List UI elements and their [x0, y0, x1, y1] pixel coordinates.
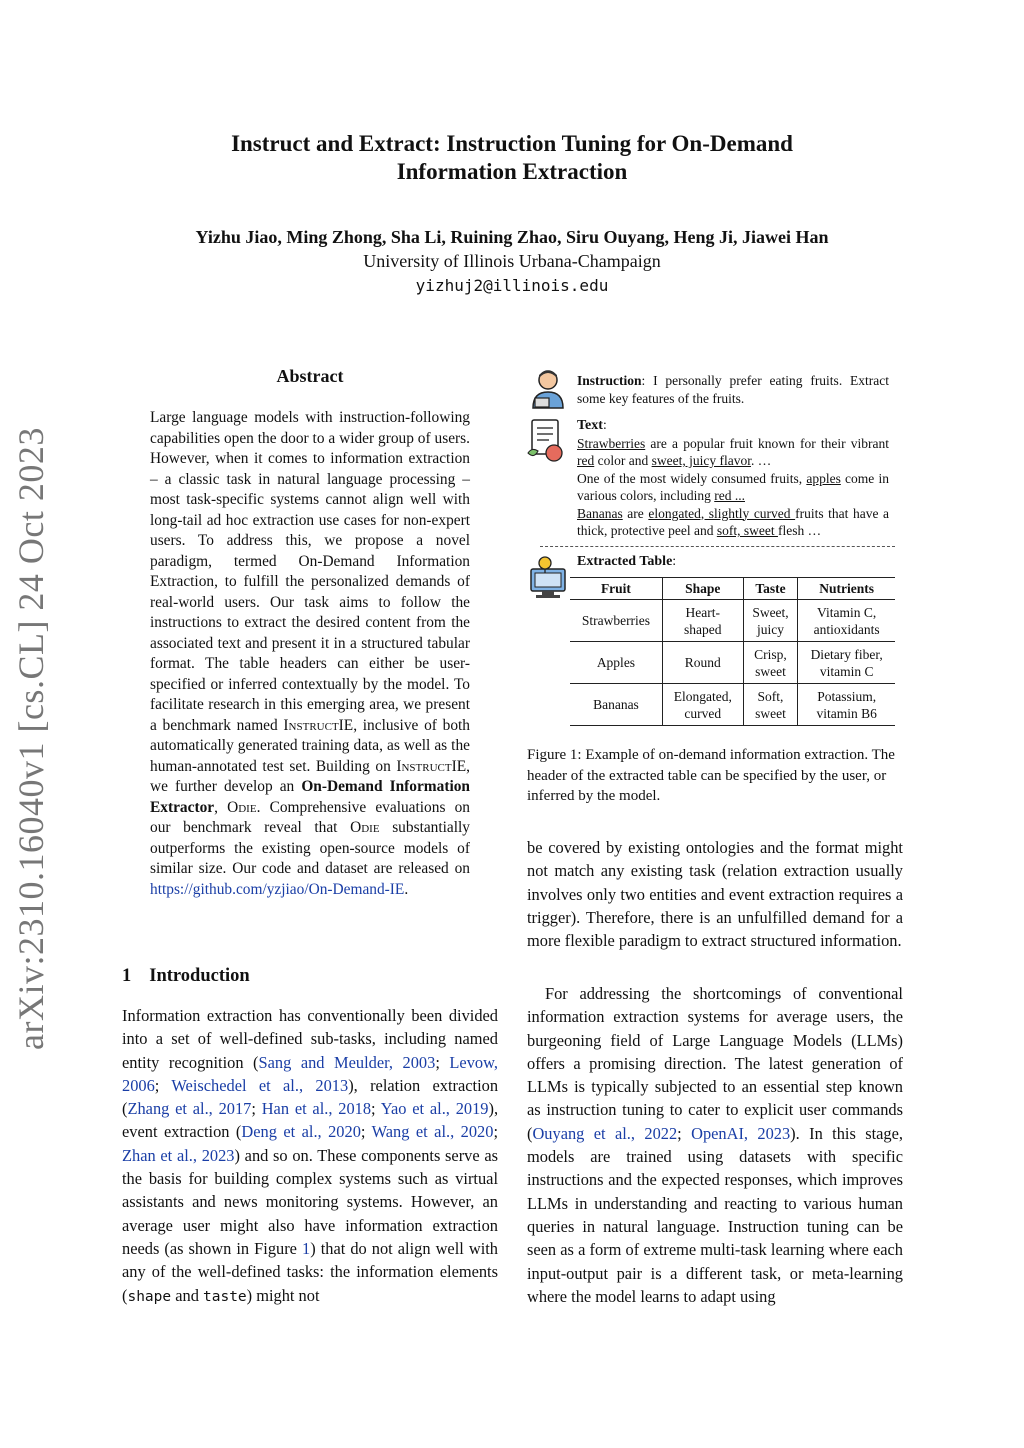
- title-line-1: Instruct and Extract: Instruction Tuning for On-Demand: [231, 131, 793, 156]
- table-cell: Potassium, vitamin B6: [798, 684, 895, 726]
- table-cell: Vitamin C, antioxidants: [798, 600, 895, 642]
- table-cell: Bananas: [570, 684, 662, 726]
- table-cell: Strawberries: [570, 600, 662, 642]
- model-name: Odie: [227, 798, 257, 816]
- table-cell: Apples: [570, 642, 662, 684]
- text-span: sweet, juicy flavor: [651, 453, 751, 468]
- text-span: are: [622, 505, 649, 521]
- affiliation: University of Illinois Urbana-Champaign: [363, 251, 661, 271]
- code-term: shape: [127, 1288, 172, 1305]
- citation-link[interactable]: Han et al., 2018: [261, 1099, 372, 1119]
- intro-paragraph-left: Information extraction has conventionally been divided into a set of well-defined sub-tasks, including named entity recognition (Sang and Meulder, 2003; Levow, 2006; Weischedel et al., 2013), relation extraction (Zhang et al., 2017; Han et al., 2018; Yao et al., 2019), event extraction (Deng et al., 2020; Wang et al., 2020; Zhan et al., 2023) and so on. These components serve as the basis for building complex systems such as virtual assistants and news monitoring systems. However, an average user might also have information extraction needs (as shown in Figure 1) that do not align well with any of the well-defined tasks: the information elements (shape and taste) might not: [122, 1006, 499, 1305]
- text-span: One of the most widely consumed fruits,: [577, 470, 807, 486]
- table-cell: Round: [662, 642, 743, 684]
- table-cell: Crisp, sweet: [743, 642, 798, 684]
- abstract-text-5: substantially outperforms the existing open-source models of similar size. Our code and dataset are released on: [150, 819, 471, 877]
- abstract-text-6: .: [404, 880, 409, 898]
- figure-divider: [540, 546, 895, 547]
- text-span: red ...: [714, 488, 745, 503]
- table-cell: Elongated, curved: [662, 684, 743, 726]
- table-cell: Heart- shaped: [662, 600, 743, 642]
- contact-email[interactable]: yizhuj2@illinois.edu: [415, 276, 609, 295]
- section-heading: [122, 966, 250, 987]
- text-span: . …: [750, 453, 772, 468]
- paper-title: [0, 130, 1024, 186]
- table-cell: Soft, sweet: [743, 684, 798, 726]
- text-span: elongated, slightly curved: [648, 505, 796, 521]
- citation-link[interactable]: Ouyang et al., 2022: [532, 1123, 678, 1143]
- intro-text: ). In this stage, models are trained using datasets with specific instructions and the expected responses, which improves LLMs in understanding and reacting to various human queries in natural language. Instruction tuning can be seen as a form of extreme multi-task learning where each input-output pair is a different task, or meta-learning where the model learns to adapt using: [527, 1123, 903, 1306]
- title-line-2: Information Extraction: [396, 159, 628, 184]
- intro-text: For addressing the shortcomings of conventional information extraction systems for average users, the burgeoning field of Large Language Models (LLMs) offers a promising direction. The latest generation of LLMs is typically subjected to an essential step known as instruction tuning to cater to explicit user commands (: [527, 984, 903, 1143]
- author-list: Yizhu Jiao, Ming Zhong, Sha Li, Ruining Zhao, Siru Ouyang, Heng Ji, Jiawei Han: [195, 227, 829, 247]
- abstract-text-1: Large language models with instruction-following capabilities open the door to a wider group of users. However, when it comes to information extraction – a classic task in natural language processing – most task-specific systems cannot align well with long-tail ad hoc extraction use cases for non-expert users. To address this, we propose a novel paradigm, termed On-Demand Information Extraction, to fulfill the personalized demands of real-world users. Our task aims to follow the instructions to extract the desired content from the associated text and present it in a structured tabular format. The table headers can either be user-specified or inferred contextually by the model. To facilitate research in this emerging area, we present a benchmark named: [150, 409, 470, 734]
- robot-computer-icon: [528, 555, 568, 599]
- figure-ref-link[interactable]: 1: [302, 1238, 311, 1258]
- table-cell: Dietary fiber, vitamin C: [798, 642, 895, 684]
- text-span: red: [577, 453, 595, 468]
- user-icon: [527, 368, 569, 410]
- code-term: taste: [203, 1288, 247, 1305]
- model-full-name: On-Demand Information Extractor: [150, 778, 470, 816]
- abstract-text-3: , we further develop an: [150, 757, 470, 795]
- abstract-body: Large language models with instruction-following capabilities open the door to a wider group of users. However, when it comes to information extraction – a classic task in natural language processing – most task-specific systems cannot align well with long-tail ad hoc extraction use cases for non-expert users. To address this, we propose a novel paradigm, termed On-Demand Information Extraction, to fulfill the personalized demands of real-world users. Our task aims to follow the instructions to extract the desired content from the associated text and present it in a structured tabular format. The table headers can either be user-specified or inferred contextually by the model. To facilitate research in this emerging area, we present a benchmark named InstructIE, inclusive of both automatically generated training data, as well as the human-annotated test set. Building on InstructIE, we further develop an On-Demand Information Extractor, Odie. Comprehensive evaluations on our benchmark reveal that Odie substantially outperforms the existing open-source models of similar size. Our code and dataset are released on https://github.com/yzjiao/On-Demand-IE.: [150, 409, 471, 898]
- intro-text: and: [171, 1285, 203, 1305]
- intro-paragraph-right-2: For addressing the shortcomings of conventional information extraction systems for average users, the burgeoning field of Large Language Models (LLMs) offers a promising direction. The latest generation of LLMs is typically subjected to an essential step known as instruction tuning to cater to explicit user commands (Ouyang et al., 2022; OpenAI, 2023). In this stage, models are trained using datasets with specific instructions and the expected responses, which improves LLMs in understanding and reacting to various human queries in natural language. Instruction tuning can be seen as a form of extreme multi-task learning where each input-output pair is a different task, or meta-learning where the model learns to adapt using: [527, 984, 903, 1306]
- text-colon: :: [602, 417, 607, 432]
- text-span: Strawberries: [577, 435, 646, 451]
- citation-link[interactable]: Sang and Meulder, 2003: [258, 1052, 436, 1072]
- intro-text: Information extraction has conventionally been divided into a set of well-defined sub-tasks, including named entity recognition (: [122, 1006, 498, 1072]
- abstract-heading: Abstract: [276, 366, 344, 386]
- intro-text: ) and so on. These components serve as the basis for building complex systems such as virtual assistants and news monitoring systems. However, an average user might also have information extraction needs (as shown in Figure: [122, 1145, 499, 1258]
- table-cell: Sweet, juicy: [743, 600, 798, 642]
- text-span: flesh …: [777, 523, 822, 538]
- text-label: Text: [577, 418, 603, 433]
- table-header: Shape: [662, 578, 743, 600]
- figure-source-text: [577, 416, 889, 540]
- extracted-table-heading: [577, 554, 676, 570]
- citation-link[interactable]: Yao et al., 2019: [380, 1099, 489, 1119]
- table-row: [570, 600, 895, 642]
- benchmark-name: InstructIE: [283, 716, 354, 734]
- abstract-text-2: , inclusive of both automatically generated training data, as well as the human-annotated test set. Building on: [150, 716, 470, 775]
- section-title: Introduction: [149, 966, 250, 986]
- table-header: Taste: [743, 578, 798, 600]
- intro-text: ), event extraction (: [122, 1099, 499, 1142]
- model-name: Odie: [350, 819, 380, 836]
- document-icon: [524, 417, 568, 463]
- text-span: apples: [806, 470, 841, 486]
- text-span: fruits that have a thick, protective peel and: [577, 505, 890, 538]
- citation-link[interactable]: Wang et al., 2020: [371, 1122, 494, 1142]
- table-label: Extracted Table: [577, 554, 673, 569]
- extracted-table: [570, 577, 895, 726]
- intro-text: ) that do not align well with any of the well-defined tasks: the information elements (: [122, 1238, 499, 1305]
- intro-paragraph-right-1: be covered by existing ontologies and the format might not match any existing task (relation extraction usually involves only two entities and event extraction requires a trigger). Therefore, there is an unfulfilled demand for a more flexible paradigm to extract structured information.: [527, 838, 903, 951]
- instruction-text: : I personally prefer eating fruits. Extract some key features of the fruits.: [577, 373, 889, 406]
- section-number: 1: [122, 966, 132, 986]
- table-header: Nutrients: [798, 578, 895, 600]
- instruction-label: Instruction: [577, 373, 642, 388]
- citation-link[interactable]: Weischedel et al., 2013: [171, 1075, 349, 1095]
- arxiv-stamp: arXiv:2310.16040v1 [cs.CL] 24 Oct 2023: [11, 427, 51, 1050]
- text-span: color and: [594, 453, 652, 468]
- intro-text: ) might not: [246, 1285, 320, 1305]
- citation-link[interactable]: Zhan et al., 2023: [122, 1145, 235, 1165]
- abstract-text-4: . Comprehensive evaluations on our benchmark reveal that: [150, 798, 470, 836]
- text-span: Bananas: [577, 505, 623, 521]
- table-colon: :: [672, 554, 677, 569]
- citation-link[interactable]: Zhang et al., 2017: [127, 1099, 252, 1119]
- code-link[interactable]: https://github.com/yzjiao/On-Demand-IE: [150, 880, 405, 898]
- table-header: Fruit: [570, 578, 662, 600]
- citation-link[interactable]: Levow, 2006: [122, 1052, 498, 1095]
- table-row: [570, 684, 895, 726]
- text-span: come in various colors, including: [577, 470, 889, 503]
- text-span: soft, sweet: [716, 523, 778, 538]
- citation-link[interactable]: OpenAI, 2023: [691, 1123, 791, 1143]
- citation-link[interactable]: Deng et al., 2020: [241, 1122, 361, 1142]
- table-row: [570, 642, 895, 684]
- text-span: are a popular fruit known for their vibrant: [645, 435, 889, 451]
- figure-caption: Figure 1: Example of on-demand information extraction. The header of the extracted table can be specified by the user, or inferred by the model.: [527, 747, 895, 804]
- figure-instruction: [577, 372, 889, 407]
- benchmark-name: InstructIE: [396, 757, 467, 775]
- intro-text: ), relation extraction (: [122, 1075, 499, 1119]
